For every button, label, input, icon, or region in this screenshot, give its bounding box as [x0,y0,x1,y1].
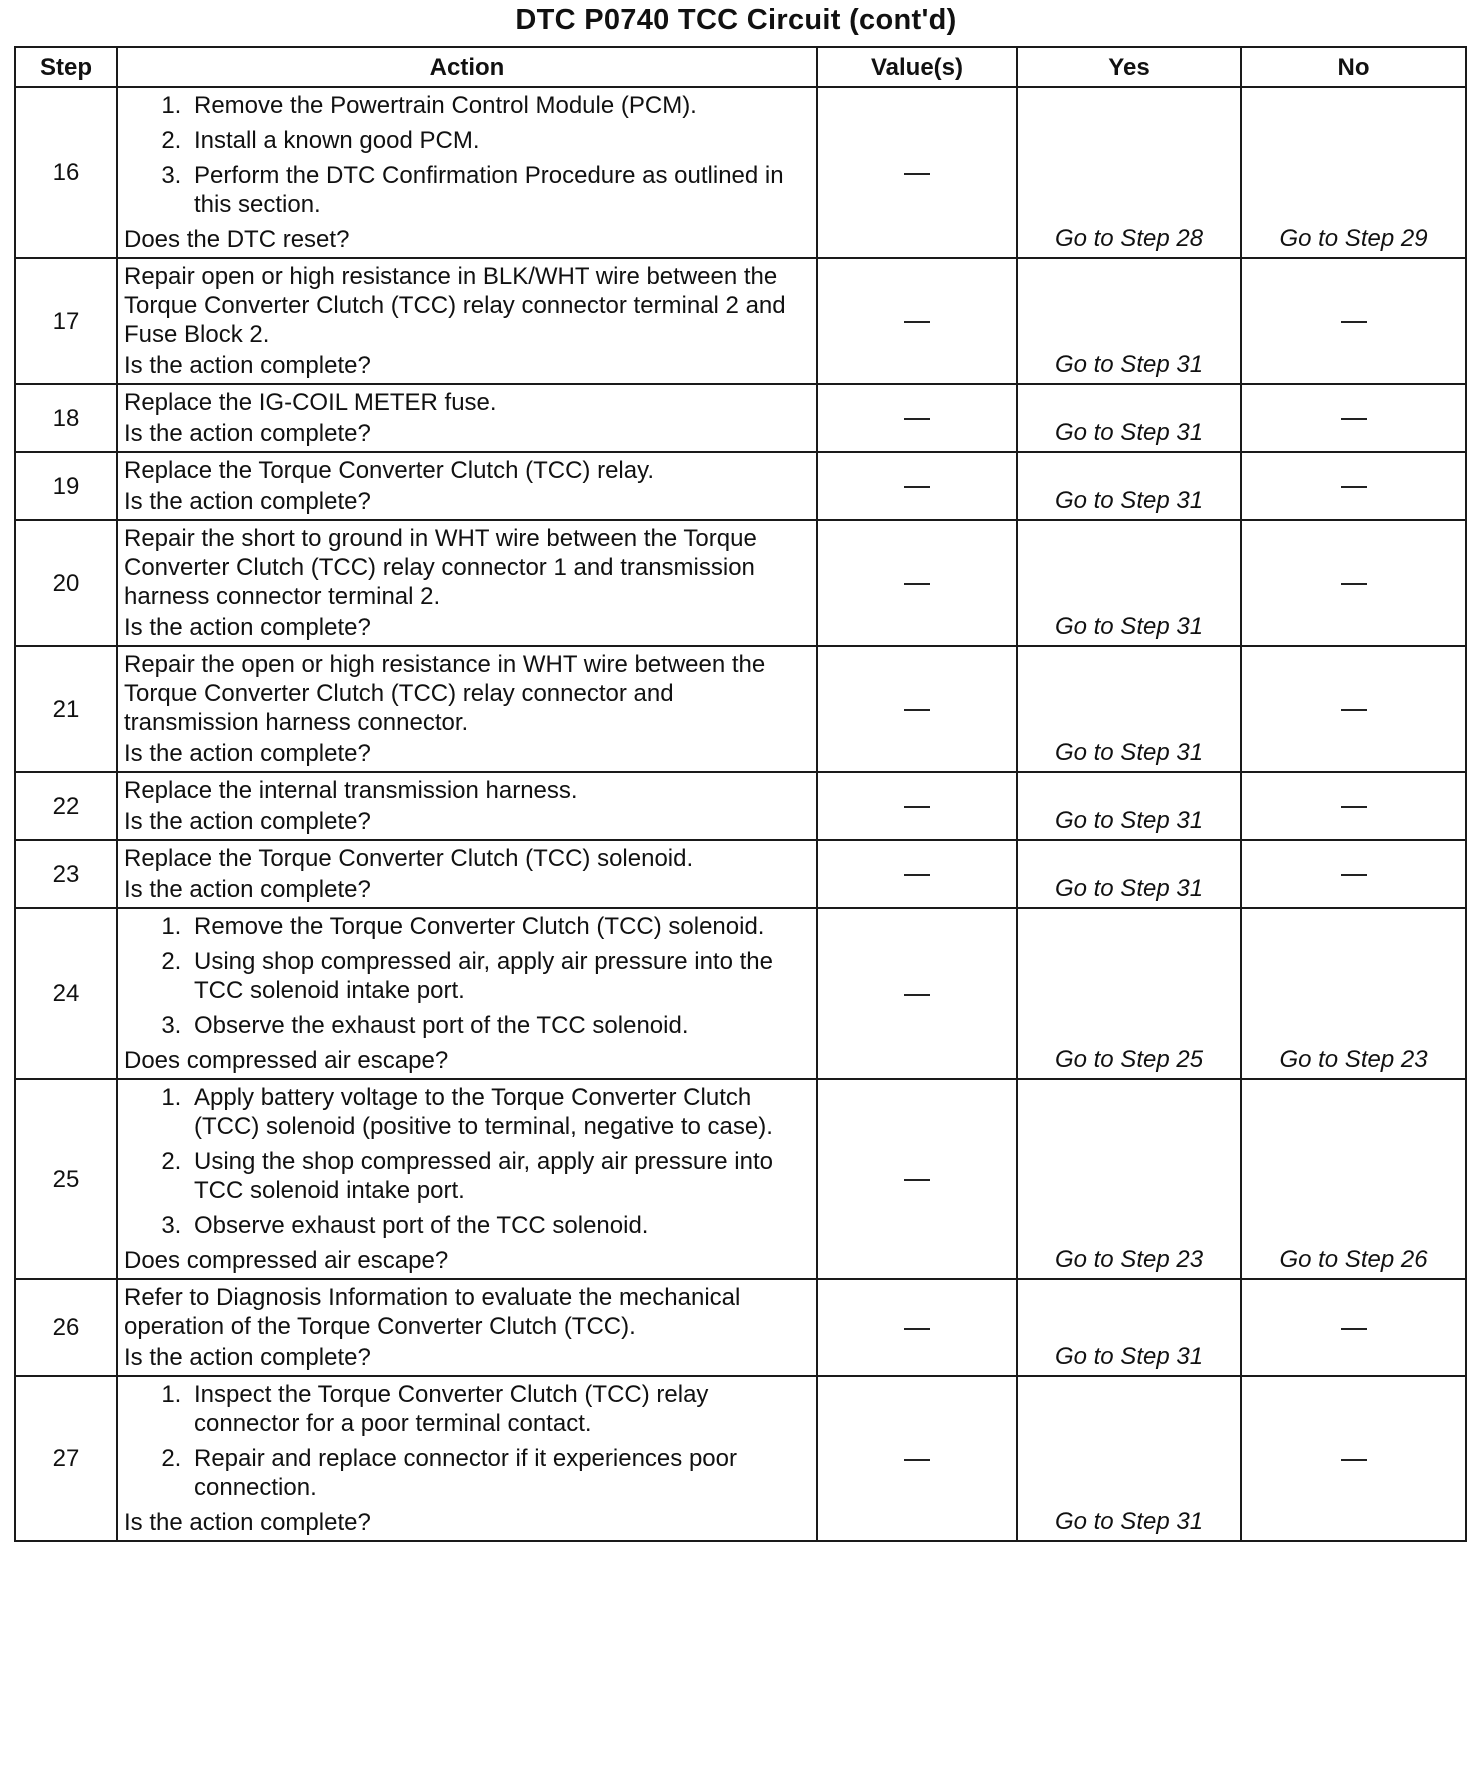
yes-cell: Go to Step 31 [1017,840,1241,908]
action-cell [117,908,817,1079]
action-question: Is the action complete? [124,352,371,379]
action-question: Is the action complete? [124,1509,371,1536]
dash-mark [904,1459,930,1461]
dash-mark [1341,806,1367,808]
action-text: Repair open or high resistance in BLK/WHT wire between the Torque Converter Clutch (TCC) relay connector terminal 2 and Fuse Block 2. [124,263,786,348]
table-row [15,384,1466,452]
action-cell [117,384,817,452]
table-row [15,1079,1466,1279]
table-row [15,1279,1466,1376]
action-step-item: 3. Observe the exhaust port of the TCC solenoid. [188,1011,808,1040]
yes-cell: Go to Step 23 [1017,1079,1241,1279]
action-cell [117,87,817,258]
value-cell [817,772,1017,840]
dash-mark [904,173,930,175]
dash-mark [904,709,930,711]
no-cell [1241,1279,1466,1376]
action-question: Is the action complete? [124,420,371,447]
yes-cell: Go to Step 31 [1017,452,1241,520]
yes-cell: Go to Step 31 [1017,1279,1241,1376]
action-step-item: 1. Inspect the Torque Converter Clutch (TCC) relay connector for a poor terminal contact. [188,1380,808,1438]
value-cell [817,384,1017,452]
action-text: Replace the Torque Converter Clutch (TCC) relay. [124,457,654,484]
action-cell [117,1079,817,1279]
action-step-item: 3. Observe exhaust port of the TCC solenoid. [188,1211,808,1240]
action-question: Does the DTC reset? [124,226,350,253]
header-no: No [1241,47,1466,87]
step-number: 23 [15,840,117,908]
value-cell [817,908,1017,1079]
value-cell [817,87,1017,258]
action-cell [117,840,817,908]
value-cell [817,1376,1017,1541]
yes-cell: Go to Step 31 [1017,520,1241,646]
value-cell [817,452,1017,520]
no-cell [1241,258,1466,384]
table-row [15,452,1466,520]
action-step-item: 2. Using shop compressed air, apply air pressure into the TCC solenoid intake port. [188,947,808,1005]
action-step-item: 3. Perform the DTC Confirmation Procedure as outlined in this section. [188,161,808,219]
value-cell [817,646,1017,772]
no-cell: Go to Step 26 [1241,1079,1466,1279]
diagnostic-table [14,46,1467,1542]
step-number: 22 [15,772,117,840]
action-question: Is the action complete? [124,876,371,903]
action-cell [117,452,817,520]
action-question: Is the action complete? [124,740,371,767]
action-cell [117,1279,817,1376]
dash-mark [904,583,930,585]
dash-mark [904,1179,930,1181]
dash-mark [1341,321,1367,323]
yes-cell: Go to Step 31 [1017,384,1241,452]
action-step-item: 2. Repair and replace connector if it experiences poor connection. [188,1444,808,1502]
value-cell [817,840,1017,908]
value-cell [817,1279,1017,1376]
table-row [15,258,1466,384]
no-cell [1241,840,1466,908]
no-cell [1241,384,1466,452]
action-cell [117,258,817,384]
dash-mark [904,486,930,488]
action-text: Replace the internal transmission harness. [124,777,578,804]
step-number: 26 [15,1279,117,1376]
header-values: Value(s) [817,47,1017,87]
yes-cell: Go to Step 31 [1017,1376,1241,1541]
dash-mark [904,874,930,876]
action-cell [117,520,817,646]
step-number: 24 [15,908,117,1079]
action-cell [117,772,817,840]
yes-cell: Go to Step 31 [1017,258,1241,384]
step-number: 20 [15,520,117,646]
action-cell [117,1376,817,1541]
table-body [15,87,1466,1541]
action-step-item: 1. Remove the Powertrain Control Module (PCM). [188,91,808,120]
action-question: Is the action complete? [124,488,371,515]
yes-cell: Go to Step 28 [1017,87,1241,258]
action-step-list [124,91,808,219]
yes-cell: Go to Step 31 [1017,772,1241,840]
action-step-item: 1. Remove the Torque Converter Clutch (TCC) solenoid. [188,912,808,941]
dash-mark [904,806,930,808]
action-question: Does compressed air escape? [124,1047,449,1074]
value-cell [817,258,1017,384]
dash-mark [904,1328,930,1330]
yes-cell: Go to Step 25 [1017,908,1241,1079]
action-step-item: 1. Apply battery voltage to the Torque Converter Clutch (TCC) solenoid (positive to terminal, negative to case). [188,1083,808,1141]
action-text: Replace the IG-COIL METER fuse. [124,389,497,416]
table-row [15,1376,1466,1541]
value-cell [817,1079,1017,1279]
dash-mark [904,994,930,996]
no-cell [1241,646,1466,772]
table-row [15,646,1466,772]
action-question: Does compressed air escape? [124,1247,449,1274]
dash-mark [1341,1328,1367,1330]
step-number: 16 [15,87,117,258]
dash-mark [1341,874,1367,876]
action-step-list [124,912,808,1040]
header-step: Step [15,47,117,87]
action-question: Is the action complete? [124,614,371,641]
action-text: Repair the open or high resistance in WHT wire between the Torque Converter Clutch (TCC) relay connector and transmission harness connector. [124,651,766,736]
dash-mark [904,418,930,420]
dash-mark [1341,418,1367,420]
action-question: Is the action complete? [124,1344,371,1371]
action-text: Repair the short to ground in WHT wire between the Torque Converter Clutch (TCC) relay connector 1 and transmission harness connector terminal 2. [124,525,757,610]
step-number: 17 [15,258,117,384]
no-cell [1241,452,1466,520]
table-header-row [15,47,1466,87]
step-number: 25 [15,1079,117,1279]
dash-mark [904,321,930,323]
value-cell [817,520,1017,646]
page-title: DTC P0740 TCC Circuit (cont'd) [515,4,957,36]
action-step-list [124,1380,808,1502]
dash-mark [1341,583,1367,585]
action-step-item: 2. Install a known good PCM. [188,126,808,155]
action-text: Replace the Torque Converter Clutch (TCC) solenoid. [124,845,694,872]
no-cell: Go to Step 23 [1241,908,1466,1079]
action-cell [117,646,817,772]
no-cell [1241,520,1466,646]
no-cell [1241,772,1466,840]
no-cell [1241,1376,1466,1541]
header-yes: Yes [1017,47,1241,87]
dash-mark [1341,1459,1367,1461]
action-question: Is the action complete? [124,808,371,835]
action-step-list [124,1083,808,1240]
dash-mark [1341,486,1367,488]
table-row [15,772,1466,840]
action-text: Refer to Diagnosis Information to evaluate the mechanical operation of the Torque Converter Clutch (TCC). [124,1284,741,1340]
action-step-item: 2. Using the shop compressed air, apply air pressure into TCC solenoid intake port. [188,1147,808,1205]
no-cell: Go to Step 29 [1241,87,1466,258]
table-row [15,87,1466,258]
step-number: 18 [15,384,117,452]
table-row [15,840,1466,908]
step-number: 21 [15,646,117,772]
table-row [15,520,1466,646]
dash-mark [1341,709,1367,711]
yes-cell: Go to Step 31 [1017,646,1241,772]
step-number: 19 [15,452,117,520]
step-number: 27 [15,1376,117,1541]
header-action: Action [117,47,817,87]
table-row [15,908,1466,1079]
